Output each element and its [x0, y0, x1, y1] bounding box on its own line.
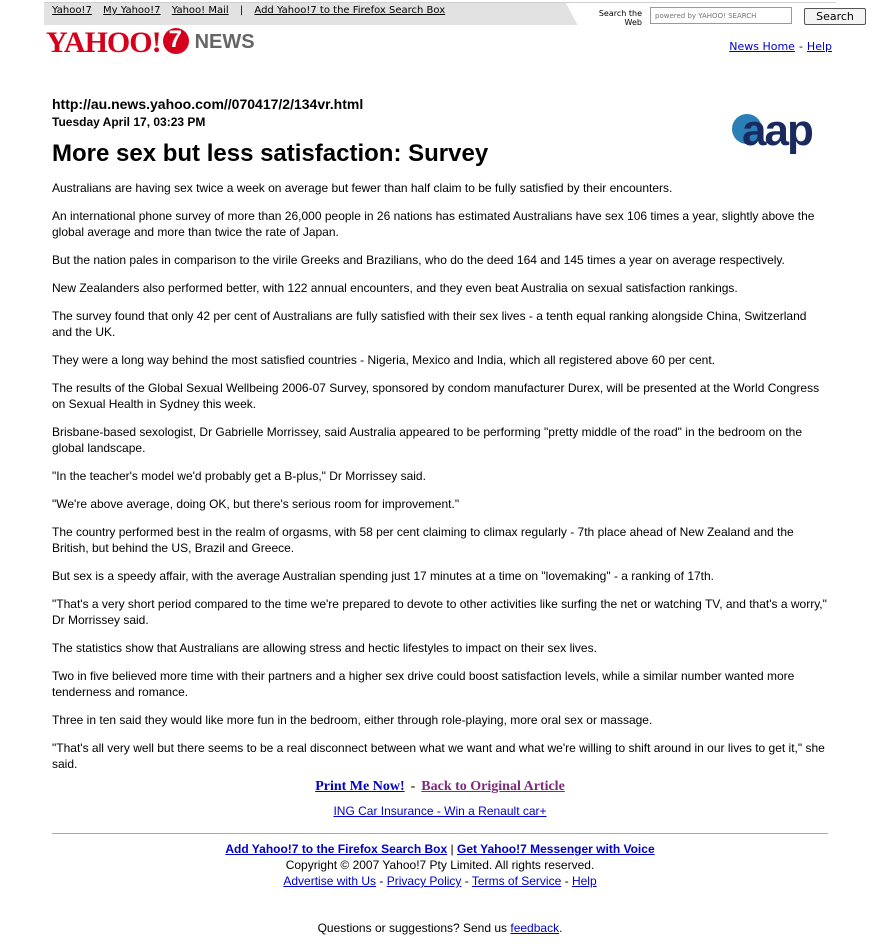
search-button[interactable]: Search	[804, 8, 866, 25]
separator: -	[464, 874, 469, 888]
article-date: Tuesday April 17, 03:23 PM	[52, 115, 206, 129]
article-paragraph: They were a long way behind the most satisfied countries - Nigeria, Mexico and India, which all registered above 60 per cent.	[52, 353, 716, 367]
header-links	[729, 40, 832, 53]
separator: -	[410, 779, 416, 794]
period: .	[559, 921, 563, 935]
article-paragraph: Three in ten said they would like more fun in the bedroom, either through role-playing, more oral sex or massage.	[52, 713, 653, 727]
top-links	[52, 5, 453, 16]
footer-help-link[interactable]: Help	[571, 874, 597, 888]
terms-of-service-link[interactable]: Terms of Service	[471, 874, 562, 888]
separator: |	[239, 5, 244, 16]
footer-legal-links	[0, 873, 880, 889]
link-my-yahoo7[interactable]: My Yahoo!7	[103, 5, 161, 16]
separator: |	[450, 842, 454, 856]
top-utility-bar	[44, 2, 854, 27]
article-headline: More sex but less satisfaction: Survey	[52, 140, 489, 167]
separator: -	[379, 874, 384, 888]
article-paragraph: The country performed best in the realm of orgasms, with 58 per cent claiming to climax regularly - 7th place ahead of New Zealand and the British, but behind the US, Brazil and Greece.	[52, 525, 794, 555]
search-label: Search the Web	[598, 9, 642, 27]
copyright: Copyright © 2007 Yahoo!7 Pty Limited. All rights reserved.	[285, 858, 595, 872]
link-yahoo7[interactable]: Yahoo!7	[52, 5, 92, 16]
search-input[interactable]	[650, 7, 792, 24]
sponsor-link[interactable]: ING Car Insurance - Win a Renault car+	[333, 804, 547, 818]
feedback-line	[0, 921, 880, 935]
link-add-firefox-search[interactable]: Add Yahoo!7 to the Firefox Search Box	[254, 5, 446, 16]
article-paragraph: "We're above average, doing OK, but there's serious room for improvement."	[52, 497, 460, 511]
footer-divider	[52, 833, 828, 834]
article-body	[52, 180, 828, 784]
advertise-link[interactable]: Advertise with Us	[283, 874, 377, 888]
feedback-prompt: Questions or suggestions? Send us	[317, 921, 511, 935]
logo-wordmark: YAHOO!	[46, 26, 161, 59]
link-help[interactable]: Help	[806, 40, 832, 53]
article-paragraph: The statistics show that Australians are allowing stress and hectic lifestyles to impact on their sex lives.	[52, 641, 597, 655]
article-paragraph: "That's a very short period compared to the time we're prepared to devote to other activities like surfing the net or watching TV, and that's a worry," Dr Morrissey said.	[52, 597, 827, 627]
article-paragraph: But sex is a speedy affair, with the average Australian spending just 17 minutes at a time on "lovemaking" - a ranking of 17th.	[52, 569, 715, 583]
print-button[interactable]: Print Me Now!	[315, 779, 405, 794]
article-paragraph: Two in five believed more time with their partners and a higher sex drive could boost satisfaction levels, while a similar number wanted more tenderness and romance.	[52, 669, 795, 699]
privacy-policy-link[interactable]: Privacy Policy	[386, 874, 462, 888]
link-news-home[interactable]: News Home	[729, 40, 795, 53]
feedback-link[interactable]: feedback	[510, 921, 560, 935]
footer	[0, 841, 880, 889]
article-paragraph: Brisbane-based sexologist, Dr Gabrielle Morrissey, said Australia appeared to be performing "pretty middle of the road" in the bedroom on the global landscape.	[52, 425, 803, 455]
back-to-article-link[interactable]: Back to Original Article	[421, 779, 565, 794]
article-url: http://au.news.yahoo.com//070417/2/134vr.html	[52, 96, 364, 112]
footer-promo-row	[0, 841, 880, 857]
article-actions	[0, 779, 880, 795]
link-yahoo-mail[interactable]: Yahoo! Mail	[171, 5, 229, 16]
footer-firefox-link[interactable]: Add Yahoo!7 to the Firefox Search Box	[225, 842, 448, 856]
article-paragraph: New Zealanders also performed better, with 122 annual encounters, and they even beat Australia on sexual satisfaction rankings.	[52, 281, 738, 295]
separator: -	[798, 40, 803, 53]
article-paragraph: An international phone survey of more than 26,000 people in 26 nations has estimated Australians have sex 106 times a year, slightly above the global average and more than twice the rate of Japan.	[52, 209, 815, 239]
article-paragraph: The survey found that only 42 per cent of Australians are fully satisfied with their sex lives - a tenth equal ranking alongside China, Switzerland and the UK.	[52, 309, 807, 339]
article-paragraph: "That's all very well but there seems to be a real disconnect between what we want and what we're willing to shift around in our lives to get it," she said.	[52, 741, 825, 771]
logo-section: NEWS	[194, 31, 255, 53]
separator: -	[564, 874, 569, 888]
article-paragraph: Australians are having sex twice a week on average but fewer than half claim to be fully satisfied by their encounters.	[52, 181, 673, 195]
article-paragraph: But the nation pales in comparison to the virile Greeks and Brazilians, who do the deed 164 and 145 times a year on average respectively.	[52, 253, 785, 267]
article-paragraph: "In the teacher's model we'd probably get a B-plus," Dr Morrissey said.	[52, 469, 426, 483]
seven-badge-icon	[163, 28, 189, 54]
article-paragraph: The results of the Global Sexual Wellbeing 2006-07 Survey, sponsored by condom manufacturer Durex, will be presented at the World Congress on Sexual Health in Sydney this week.	[52, 381, 820, 411]
footer-messenger-link[interactable]: Get Yahoo!7 Messenger with Voice	[457, 842, 655, 856]
yahoo7-news-logo[interactable]	[46, 26, 255, 58]
aap-logo	[730, 106, 830, 156]
aap-wordmark: aap	[742, 106, 812, 155]
search-box-area	[584, 3, 854, 37]
sponsor-link-row	[0, 804, 880, 818]
